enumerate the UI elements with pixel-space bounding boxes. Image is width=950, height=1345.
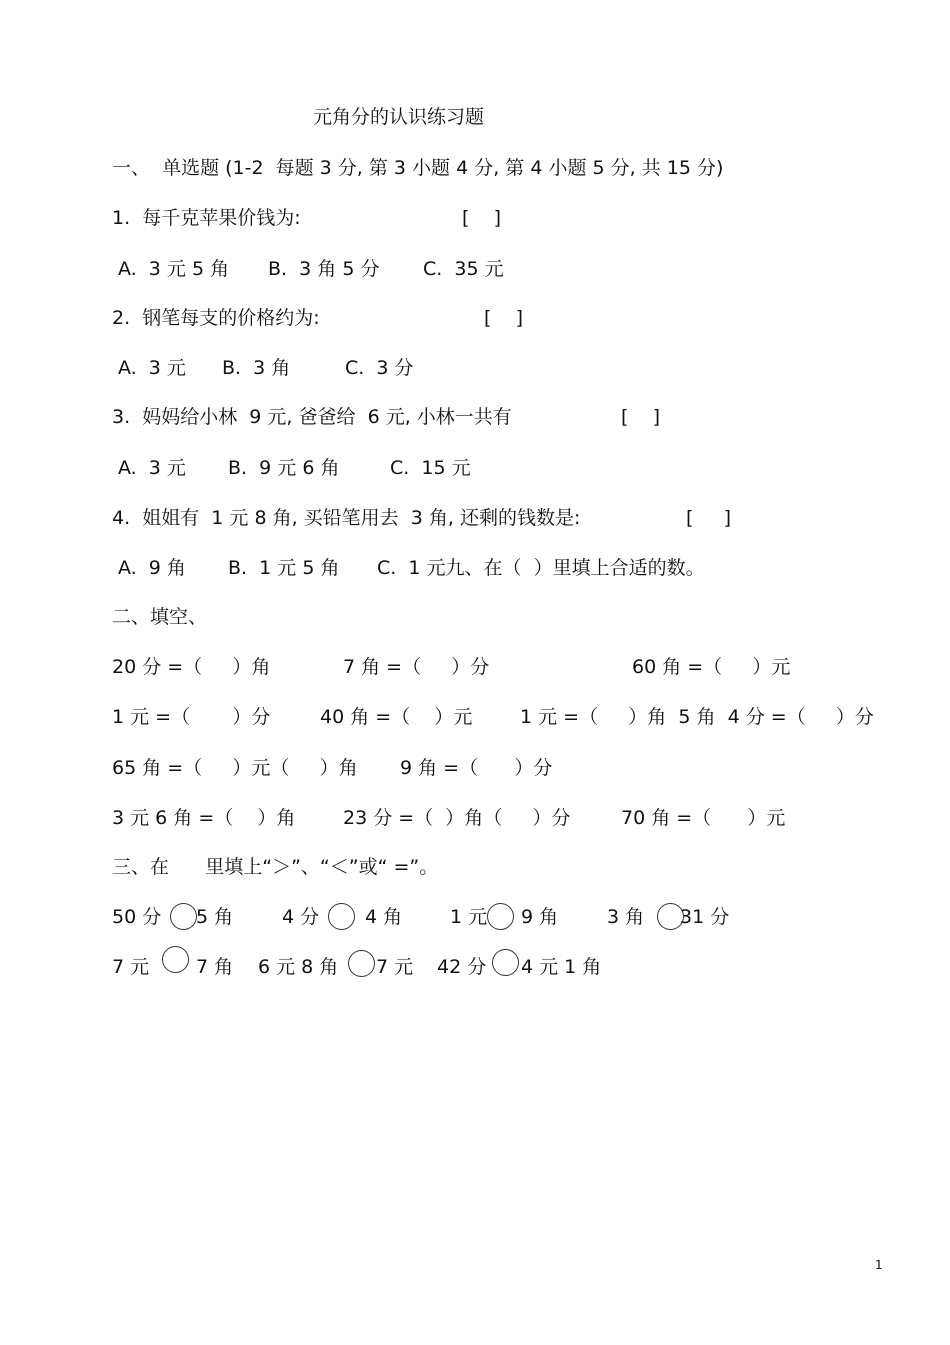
q3-bracket[interactable]: [ ] xyxy=(621,406,660,428)
section3-heading: 三、在 里填上“＞”、“＜”或“ =”。 xyxy=(112,856,439,878)
q1-option-a[interactable]: A. 3 元 5 角 xyxy=(118,258,230,280)
q1-bracket[interactable]: [ ] xyxy=(462,207,501,229)
compare-right: 9 角 xyxy=(521,906,559,928)
q2-option-c[interactable]: C. 3 分 xyxy=(345,357,414,379)
compare-right: 7 角 xyxy=(196,956,234,978)
q4-option-c[interactable]: C. 1 元九、在（ ）里填上合适的数。 xyxy=(377,557,705,579)
fill-item[interactable]: 3 元 6 角 =（ ）角 xyxy=(112,807,296,829)
compare-right: 4 元 1 角 xyxy=(521,956,602,978)
q4-option-a[interactable]: A. 9 角 xyxy=(118,557,186,579)
q2-bracket[interactable]: [ ] xyxy=(484,307,523,329)
fill-item[interactable]: 20 分 =（ ）角 xyxy=(112,656,271,678)
fill-item[interactable]: 23 分 =（ ）角（ ）分 xyxy=(343,807,571,829)
compare-left: 50 分 xyxy=(112,906,162,928)
compare-left: 3 角 xyxy=(607,906,645,928)
fill-item[interactable]: 1 元 =（ ）角 5 角 4 分 =（ ）分 xyxy=(520,706,874,728)
q3-stem: 3. 妈妈给小林 9 元, 爸爸给 6 元, 小林一共有 xyxy=(112,406,512,428)
fill-item[interactable]: 1 元 =（ ）分 xyxy=(112,706,271,728)
page-title: 元角分的认识练习题 xyxy=(313,106,485,128)
section2-heading: 二、填空、 xyxy=(112,606,208,628)
compare-circle[interactable] xyxy=(328,903,355,930)
compare-left: 42 分 xyxy=(437,956,487,978)
q2-option-a[interactable]: A. 3 元 xyxy=(118,357,186,379)
compare-right: 4 角 xyxy=(365,906,403,928)
q1-option-c[interactable]: C. 35 元 xyxy=(423,258,504,280)
q2-stem: 2. 钢笔每支的价格约为: xyxy=(112,307,320,329)
section1-heading: 一、 单选题 (1-2 每题 3 分, 第 3 小题 4 分, 第 4 小题 5 分, 共 15 分) xyxy=(112,157,724,179)
q1-stem: 1. 每千克苹果价钱为: xyxy=(112,207,301,229)
q3-option-b[interactable]: B. 9 元 6 角 xyxy=(228,457,340,479)
q1-option-b[interactable]: B. 3 角 5 分 xyxy=(268,258,380,280)
compare-right: 5 角 xyxy=(196,906,234,928)
compare-left: 6 元 8 角 xyxy=(258,956,339,978)
compare-circle[interactable] xyxy=(348,950,375,977)
compare-circle[interactable] xyxy=(162,946,189,973)
q3-option-a[interactable]: A. 3 元 xyxy=(118,457,186,479)
page-number: 1 xyxy=(875,1258,883,1272)
q4-stem: 4. 姐姐有 1 元 8 角, 买铅笔用去 3 角, 还剩的钱数是: xyxy=(112,507,581,529)
compare-circle[interactable] xyxy=(492,949,519,976)
compare-left: 7 元 xyxy=(112,956,150,978)
q2-option-b[interactable]: B. 3 角 xyxy=(222,357,291,379)
compare-left: 4 分 xyxy=(282,906,320,928)
compare-left: 1 元 xyxy=(450,906,488,928)
fill-item[interactable]: 7 角 =（ ）分 xyxy=(343,656,490,678)
fill-item[interactable]: 40 角 =（ ）元 xyxy=(320,706,473,728)
fill-item[interactable]: 60 角 =（ ）元 xyxy=(632,656,791,678)
fill-item[interactable]: 70 角 =（ ）元 xyxy=(621,807,786,829)
fill-item[interactable]: 9 角 =（ ）分 xyxy=(400,757,553,779)
q4-option-b[interactable]: B. 1 元 5 角 xyxy=(228,557,340,579)
compare-circle[interactable] xyxy=(170,903,197,930)
fill-item[interactable]: 65 角 =（ ）元（ ）角 xyxy=(112,757,358,779)
q4-bracket[interactable]: [ ] xyxy=(686,507,732,529)
compare-circle[interactable] xyxy=(487,903,514,930)
q3-option-c[interactable]: C. 15 元 xyxy=(390,457,471,479)
compare-right: 31 分 xyxy=(680,906,730,928)
compare-right: 7 元 xyxy=(376,956,414,978)
